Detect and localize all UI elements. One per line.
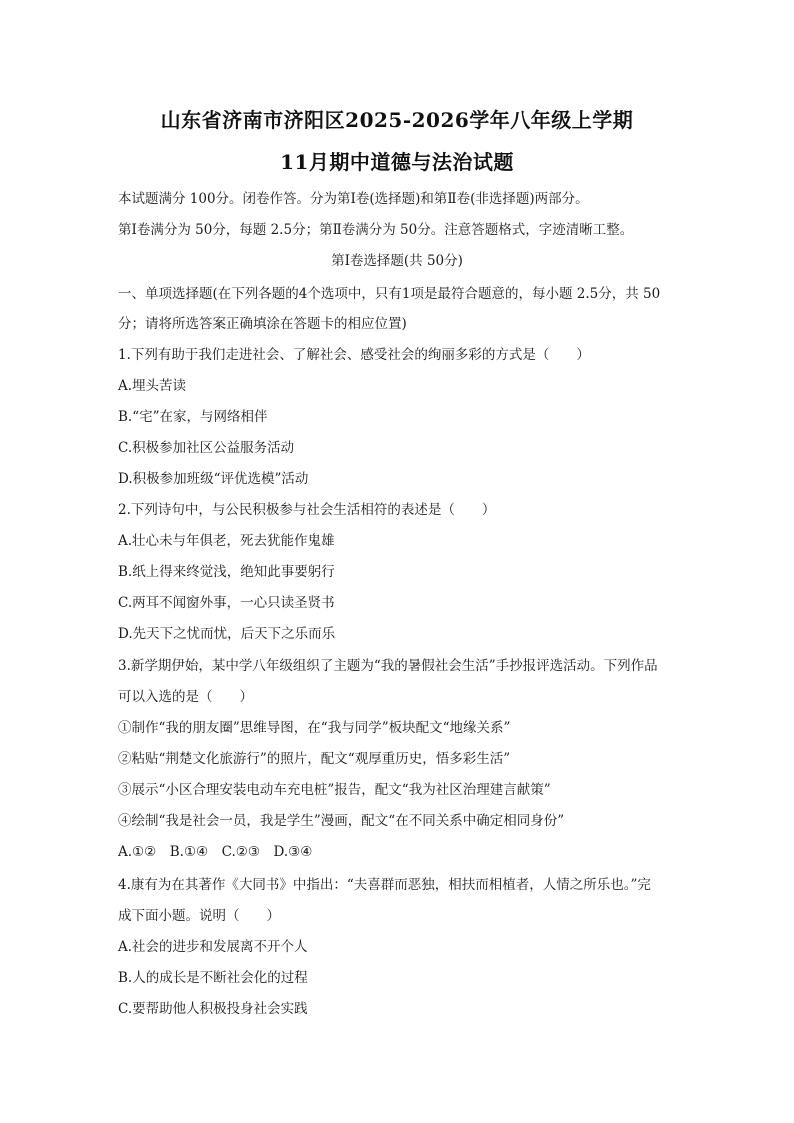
question-1-option-c: C.积极参加社区公益服务活动	[118, 440, 295, 456]
question-3-options: A.①② B.①④ C.②③ D.③④	[118, 844, 313, 860]
intro-line-1: 本试题满分 100分。闭卷作答。分为第Ⅰ卷(选择题)和第Ⅱ卷(非选择题)两部分。	[118, 191, 589, 207]
question-4-option-b: B.人的成长是不断社会化的过程	[118, 970, 308, 986]
question-3-stem-line2: 可以入选的是（ ）	[118, 689, 253, 705]
question-1-option-b: B.“宅”在家，与网络相伴	[118, 409, 268, 425]
exam-title-line1: 山东省济南市济阳区2025-2026学年八年级上学期	[160, 108, 634, 132]
question-3-item-3: ③展示“小区合理安装电动车充电桩”报告，配文“我为社区治理建言献策”	[118, 782, 551, 798]
question-2-stem: 2.下列诗句中，与公民积极参与社会生活相符的表述是（ ）	[118, 502, 496, 518]
question-3-item-2: ②粘贴“荆楚文化旅游行”的照片，配文“观厚重历史，悟多彩生活”	[118, 751, 511, 767]
question-3-item-4: ④绘制“我是社会一员，我是学生”漫画，配文“在不同关系中确定相同身份”	[118, 813, 565, 829]
question-4-stem-line2: 成下面小题。说明（ ）	[118, 908, 280, 924]
question-1-stem: 1.下列有助于我们走进社会、了解社会、感受社会的绚丽多彩的方式是（ ）	[118, 347, 590, 363]
question-4-stem-line1: 4.康有为在其著作《大同书》中指出：“夫喜群而恶独，相扶而相植者，人情之所乐也。”完	[118, 877, 651, 893]
question-2-option-c: C.两耳不闻窗外事，一心只读圣贤书	[118, 595, 335, 611]
section-heading: 第Ⅰ卷选择题(共 50分)	[331, 253, 463, 269]
question-1-option-a: A.埋头苦读	[118, 378, 187, 394]
question-4-option-a: A.社会的进步和发展离不开个人	[118, 939, 308, 955]
question-2-option-a: A.壮心未与年俱老，死去犹能作鬼雄	[118, 533, 335, 549]
intro-line-2: 第Ⅰ卷满分为 50分，每题 2.5分；第Ⅱ卷满分为 50分。注意答题格式，字迹清晰工整。	[118, 222, 634, 238]
exam-title-line2: 11月期中道德与法治试题	[280, 150, 514, 174]
question-3-stem-line1: 3.新学期伊始，某中学八年级组织了主题为“我的暑假社会生活”手抄报评选活动。下列作品	[118, 658, 658, 674]
part1-instructions-line1: 一、单项选择题(在下列各题的4个选项中，只有1项是最符合题意的，每小题 2.5分，共 50	[118, 286, 661, 302]
question-2-option-b: B.纸上得来终觉浅，绝知此事要躬行	[118, 564, 335, 580]
part1-instructions-line2: 分；请将所选答案正确填涂在答题卡的相应位置)	[118, 316, 407, 332]
question-3-item-1: ①制作“我的朋友圈”思维导图，在“我与同学”板块配文“地缘关系”	[118, 720, 511, 736]
question-2-option-d: D.先天下之忧而忧，后天下之乐而乐	[118, 626, 336, 642]
question-4-option-c: C.要帮助他人积极投身社会实践	[118, 1001, 308, 1017]
question-1-option-d: D.积极参加班级“评优选模”活动	[118, 471, 309, 487]
